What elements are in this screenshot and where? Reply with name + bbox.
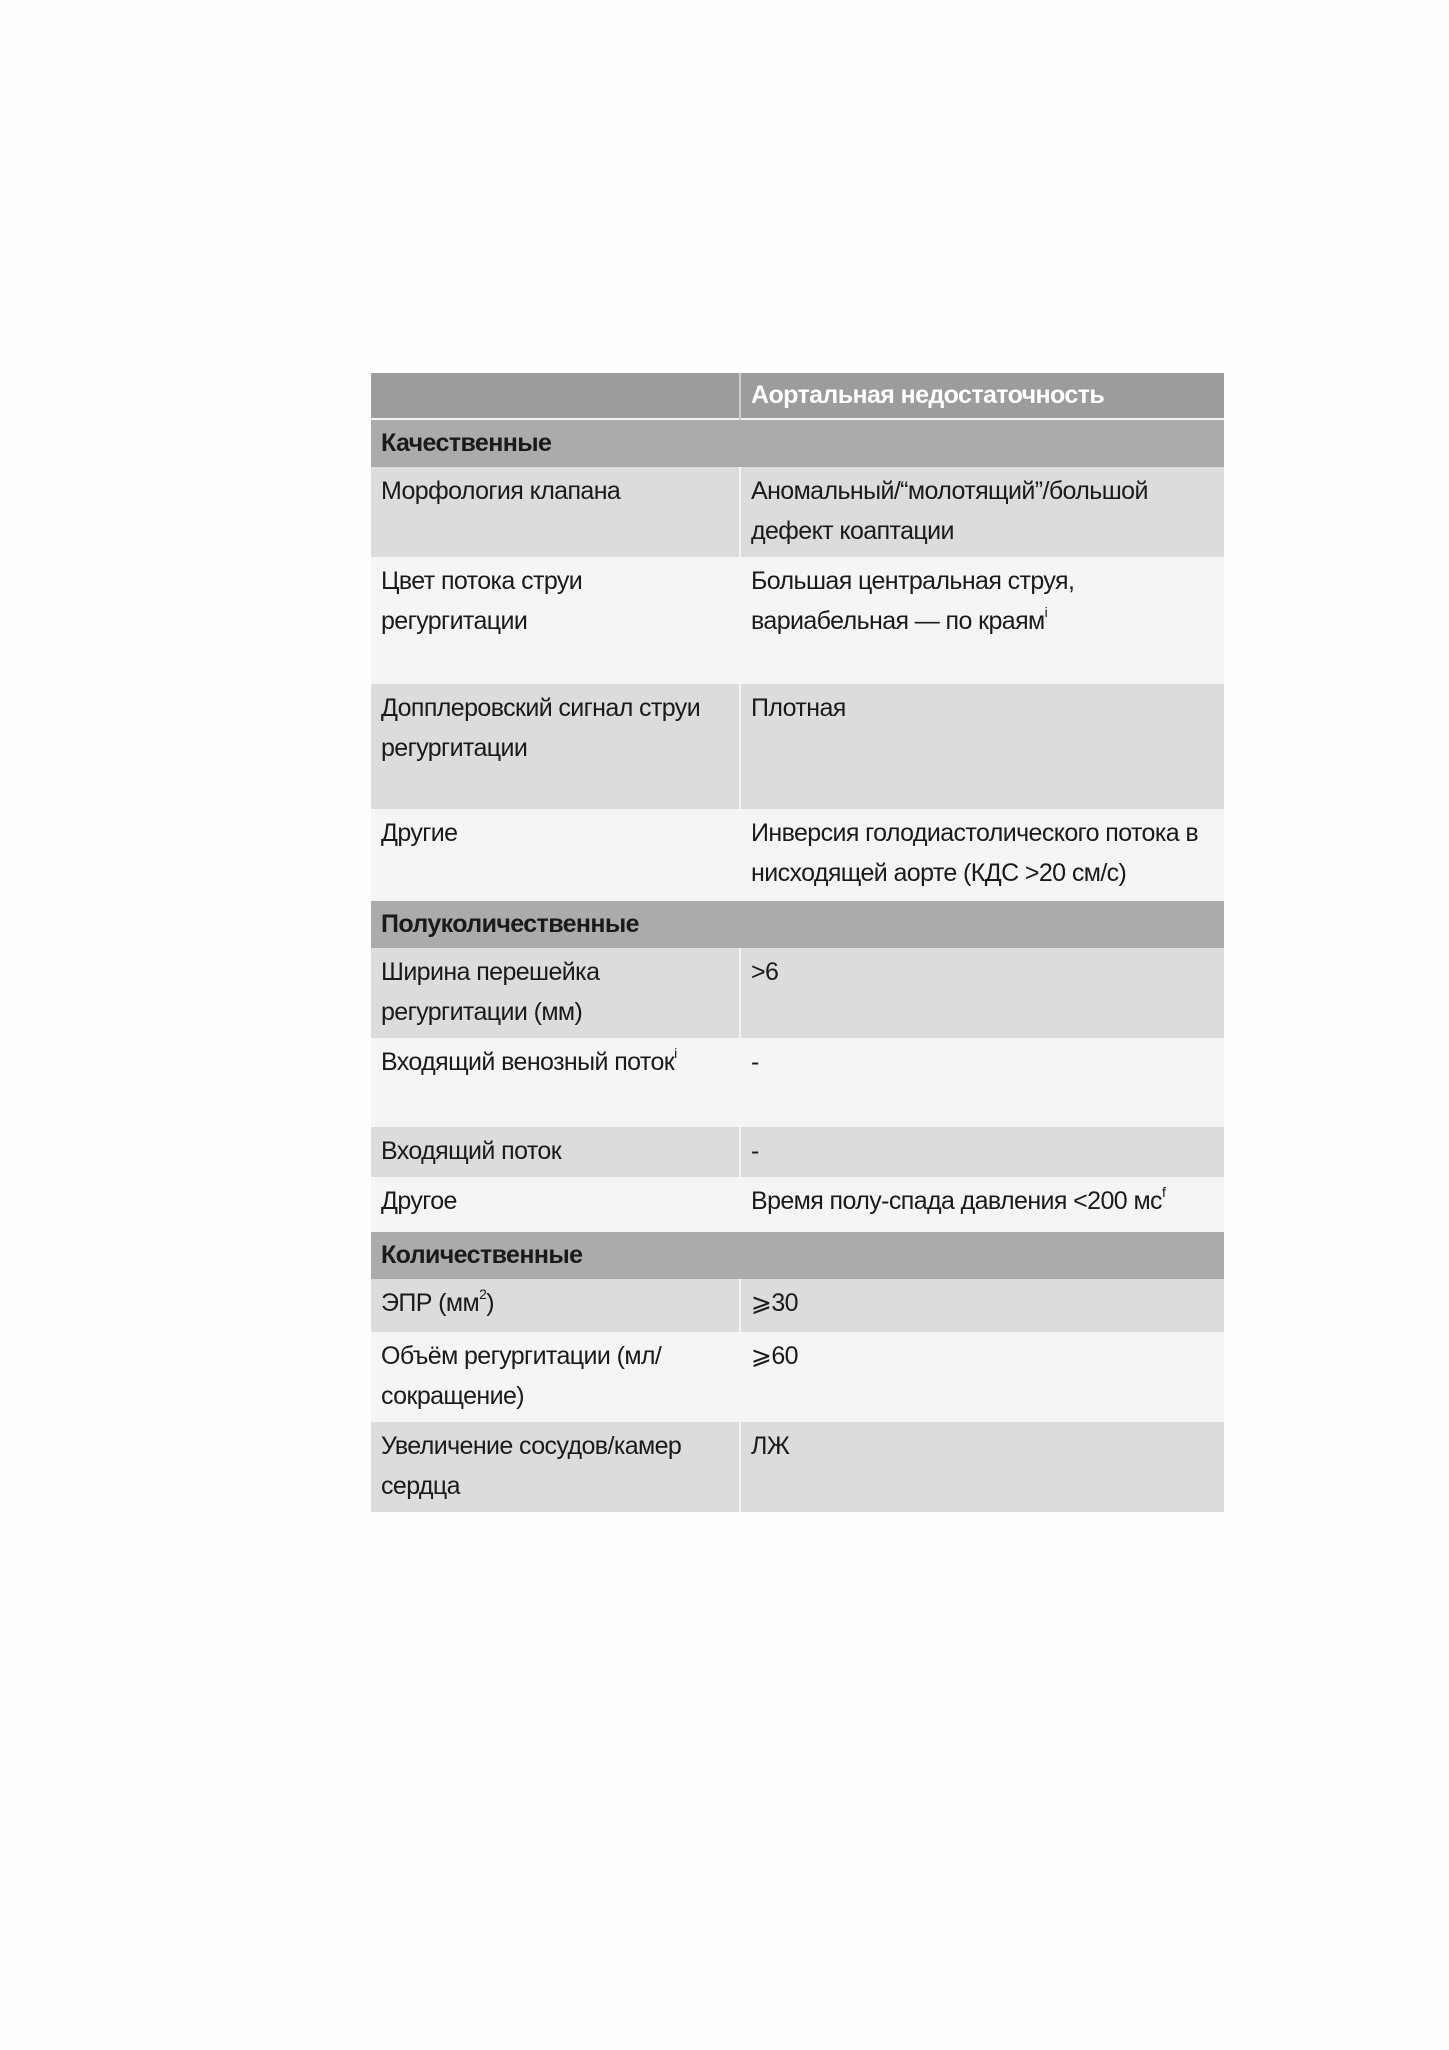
section-title: Полуколичественные [371, 900, 1224, 948]
row-value-cell [740, 1177, 1224, 1231]
row-value: ЛЖ [740, 1422, 1224, 1512]
row-value: Плотная [740, 684, 1224, 809]
table-row [371, 467, 1224, 557]
row-value: ⩾30 [740, 1279, 1224, 1332]
row-value: Инверсия голодиастолического потока в нисходящей аорте (КДС >20 см/с) [740, 809, 1224, 900]
section-title: Количественные [371, 1231, 1224, 1279]
section-row-quantitative [371, 1231, 1224, 1279]
row-value: - [740, 1127, 1224, 1177]
row-label: Входящий поток [371, 1127, 740, 1177]
row-label: Объём регургитации (мл/сокращение) [371, 1332, 740, 1422]
table-row [371, 1422, 1224, 1512]
row-label: Морфология клапана [371, 467, 740, 557]
section-title: Качественные [371, 419, 1224, 467]
row-value-cell [740, 557, 1224, 684]
table-row [371, 1279, 1224, 1332]
row-label: Цвет потока струи регургитации [371, 557, 740, 684]
table-row [371, 809, 1224, 900]
aortic-regurgitation-table [371, 373, 1224, 1512]
row-value: ⩾60 [740, 1332, 1224, 1422]
footnote-marker: i [674, 1045, 677, 1061]
header-column-title: Аортальная недостаточность [740, 373, 1224, 419]
table-row [371, 684, 1224, 809]
row-label: Другие [371, 809, 740, 900]
row-label: Допплеровский сигнал струи регургитации [371, 684, 740, 809]
row-label: ЭПР (мм [381, 1289, 480, 1317]
superscript: 2 [479, 1286, 487, 1302]
row-label: Входящий венозный поток [381, 1048, 675, 1076]
table-row [371, 948, 1224, 1038]
row-label: Ширина перешейка регургитации (мм) [371, 948, 740, 1038]
row-label: Увеличение сосудов/камер сердца [371, 1422, 740, 1512]
table-row [371, 557, 1224, 684]
row-label-suffix: ) [486, 1289, 494, 1317]
table-row [371, 1332, 1224, 1422]
table-row [371, 1127, 1224, 1177]
row-value: - [740, 1038, 1224, 1127]
row-value: >6 [740, 948, 1224, 1038]
row-label-cell [371, 1038, 740, 1127]
row-value: Время полу-спада давления <200 мс [751, 1187, 1162, 1215]
footnote-marker: f [1161, 1184, 1166, 1200]
table-row [371, 1038, 1224, 1127]
section-row-qualitative [371, 419, 1224, 467]
table-header-row [371, 373, 1224, 419]
row-value: Большая центральная струя, вариабельная — по краям [751, 567, 1075, 635]
table-row [371, 1177, 1224, 1231]
row-value: Аномальный/“молотящий”/большой дефект коаптации [740, 467, 1224, 557]
header-empty-cell [371, 373, 740, 419]
section-row-semiquantitative [371, 900, 1224, 948]
row-label: Другое [371, 1177, 740, 1231]
row-label-cell [371, 1279, 740, 1332]
footnote-marker: i [1044, 604, 1048, 620]
